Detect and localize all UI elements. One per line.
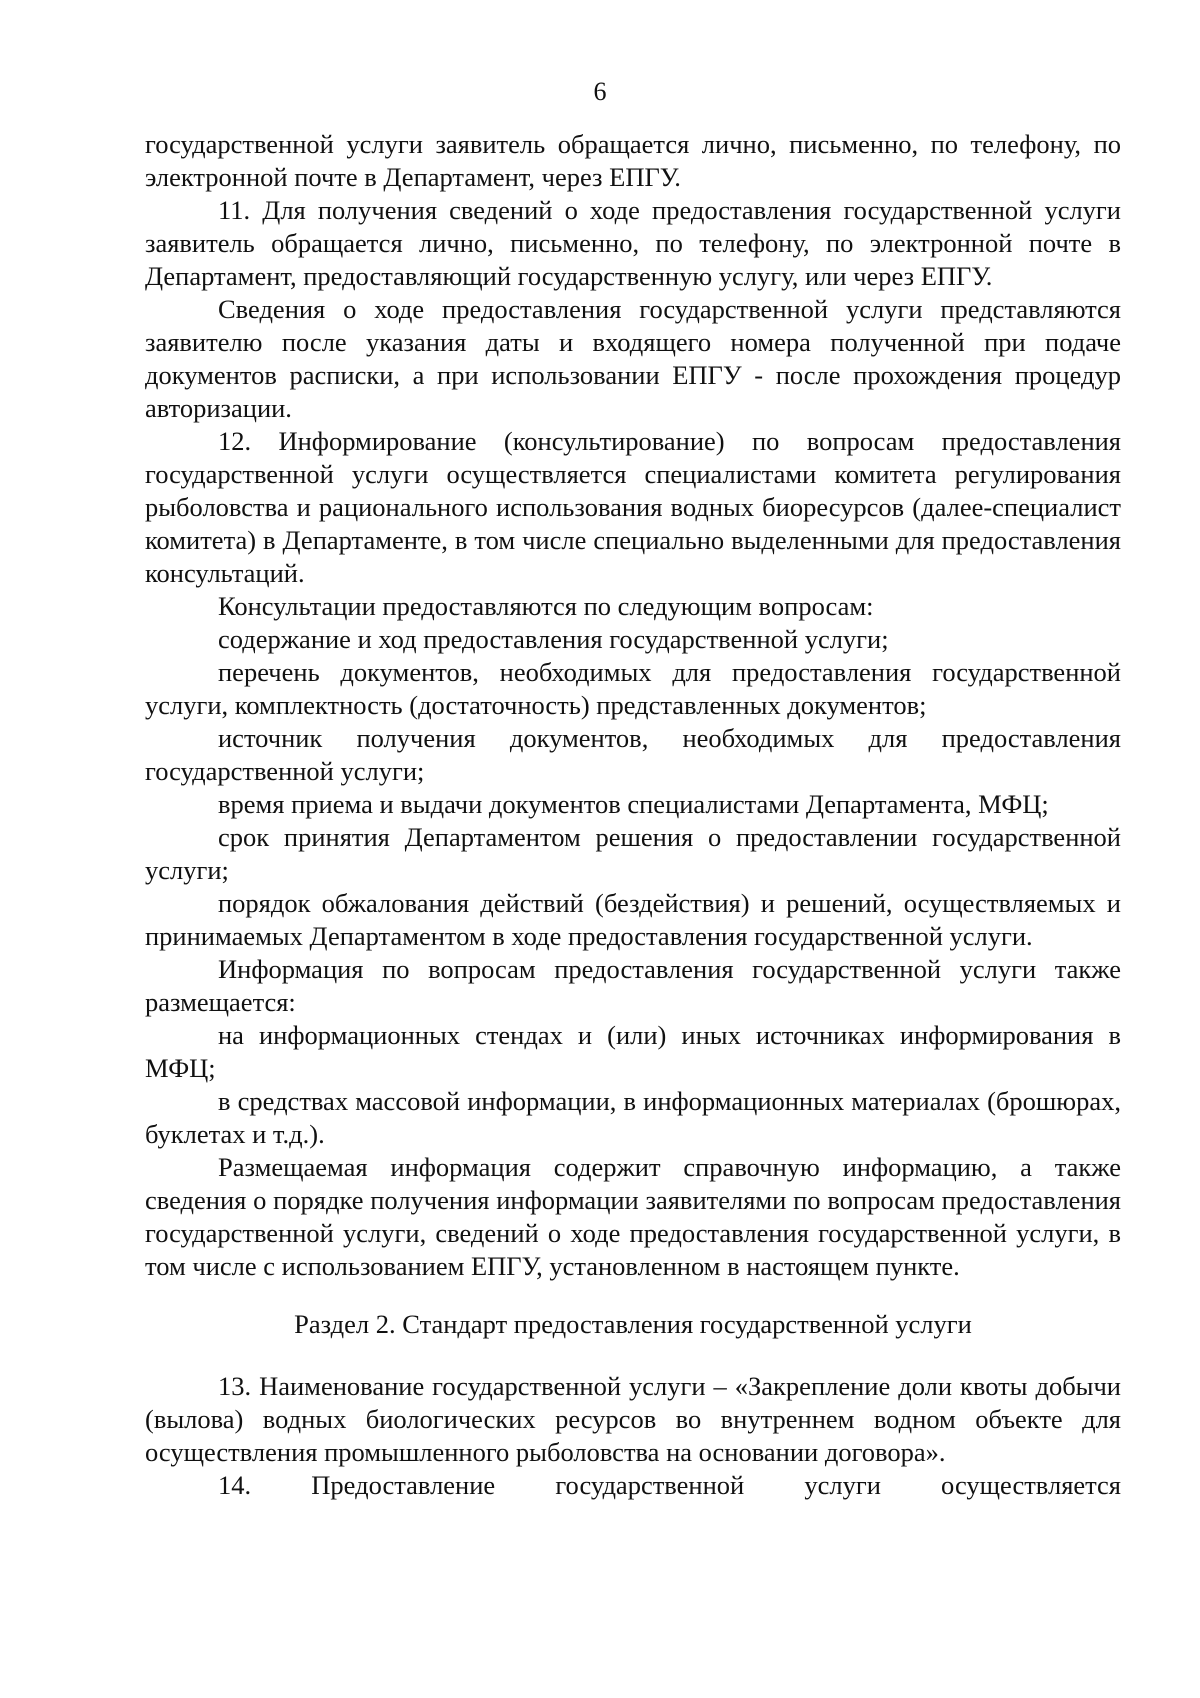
paragraph: Консультации предоставляются по следующим вопросам: bbox=[218, 591, 874, 621]
paragraph: перечень документов, необходимых для предоставления государственной услуги, комплектность (достаточность) представленных документов; bbox=[145, 657, 1121, 720]
paragraph: 14. Предоставление государственной услуги осуществляется bbox=[218, 1470, 1121, 1500]
paragraph: на информационных стендах и (или) иных источниках информирования в МФЦ; bbox=[145, 1020, 1121, 1083]
paragraph: порядок обжалования действий (бездействия) и решений, осуществляемых и принимаемых Департаментом в ходе предоставления государственной услуги. bbox=[145, 888, 1121, 951]
paragraph: 11. Для получения сведений о ходе предоставления государственной услуги заявитель обращается лично, письменно, по телефону, по электронной почте в Департамент, предоставляющий государственную услугу, или через ЕПГУ. bbox=[145, 195, 1121, 291]
document-body bbox=[145, 128, 1121, 1502]
paragraph: содержание и ход предоставления государственной услуги; bbox=[218, 624, 889, 654]
paragraph: государственной услуги заявитель обращается лично, письменно, по телефону, по электронной почте в Департамент, через ЕПГУ. bbox=[145, 129, 1121, 192]
paragraph: Размещаемая информация содержит справочную информацию, а также сведения о порядке получения информации заявителями по вопросам предоставления государственной услуги, сведений о ходе предоставления государственной услуги, в том числе с использованием ЕПГУ, установленном в настоящем пункте. bbox=[145, 1152, 1121, 1281]
paragraph: 13. Наименование государственной услуги – «Закрепление доли квоты добычи (вылова) водных биологических ресурсов во внутреннем водном объекте для осуществления промышленного рыболовства на основании договора». bbox=[145, 1371, 1121, 1467]
paragraph: источник получения документов, необходимых для предоставления государственной услуги; bbox=[145, 723, 1121, 786]
paragraph: Информация по вопросам предоставления государственной услуги также размещается: bbox=[145, 954, 1121, 1017]
paragraph: в средствах массовой информации, в информационных материалах (брошюрах, буклетах и т.д.). bbox=[145, 1086, 1121, 1149]
paragraph: Сведения о ходе предоставления государственной услуги представляются заявителю после указания даты и входящего номера полученной при подаче документов расписки, а при использовании ЕПГУ - после прохождения процедур авторизации. bbox=[145, 294, 1121, 423]
paragraph: время приема и выдачи документов специалистами Департамента, МФЦ; bbox=[218, 789, 1049, 819]
paragraph: 12. Информирование (консультирование) по вопросам предоставления государственной услуги осуществляется специалистами комитета регулирования рыболовства и рационального использования водных биоресурсов (далее-специалист комитета) в Департаменте, в том числе специально выделенными для предоставления консультаций. bbox=[145, 426, 1121, 588]
paragraph: срок принятия Департаментом решения о предоставлении государственной услуги; bbox=[145, 822, 1121, 885]
section-heading: Раздел 2. Стандарт предоставления государственной услуги bbox=[294, 1309, 972, 1339]
page-number: 6 bbox=[593, 77, 607, 106]
